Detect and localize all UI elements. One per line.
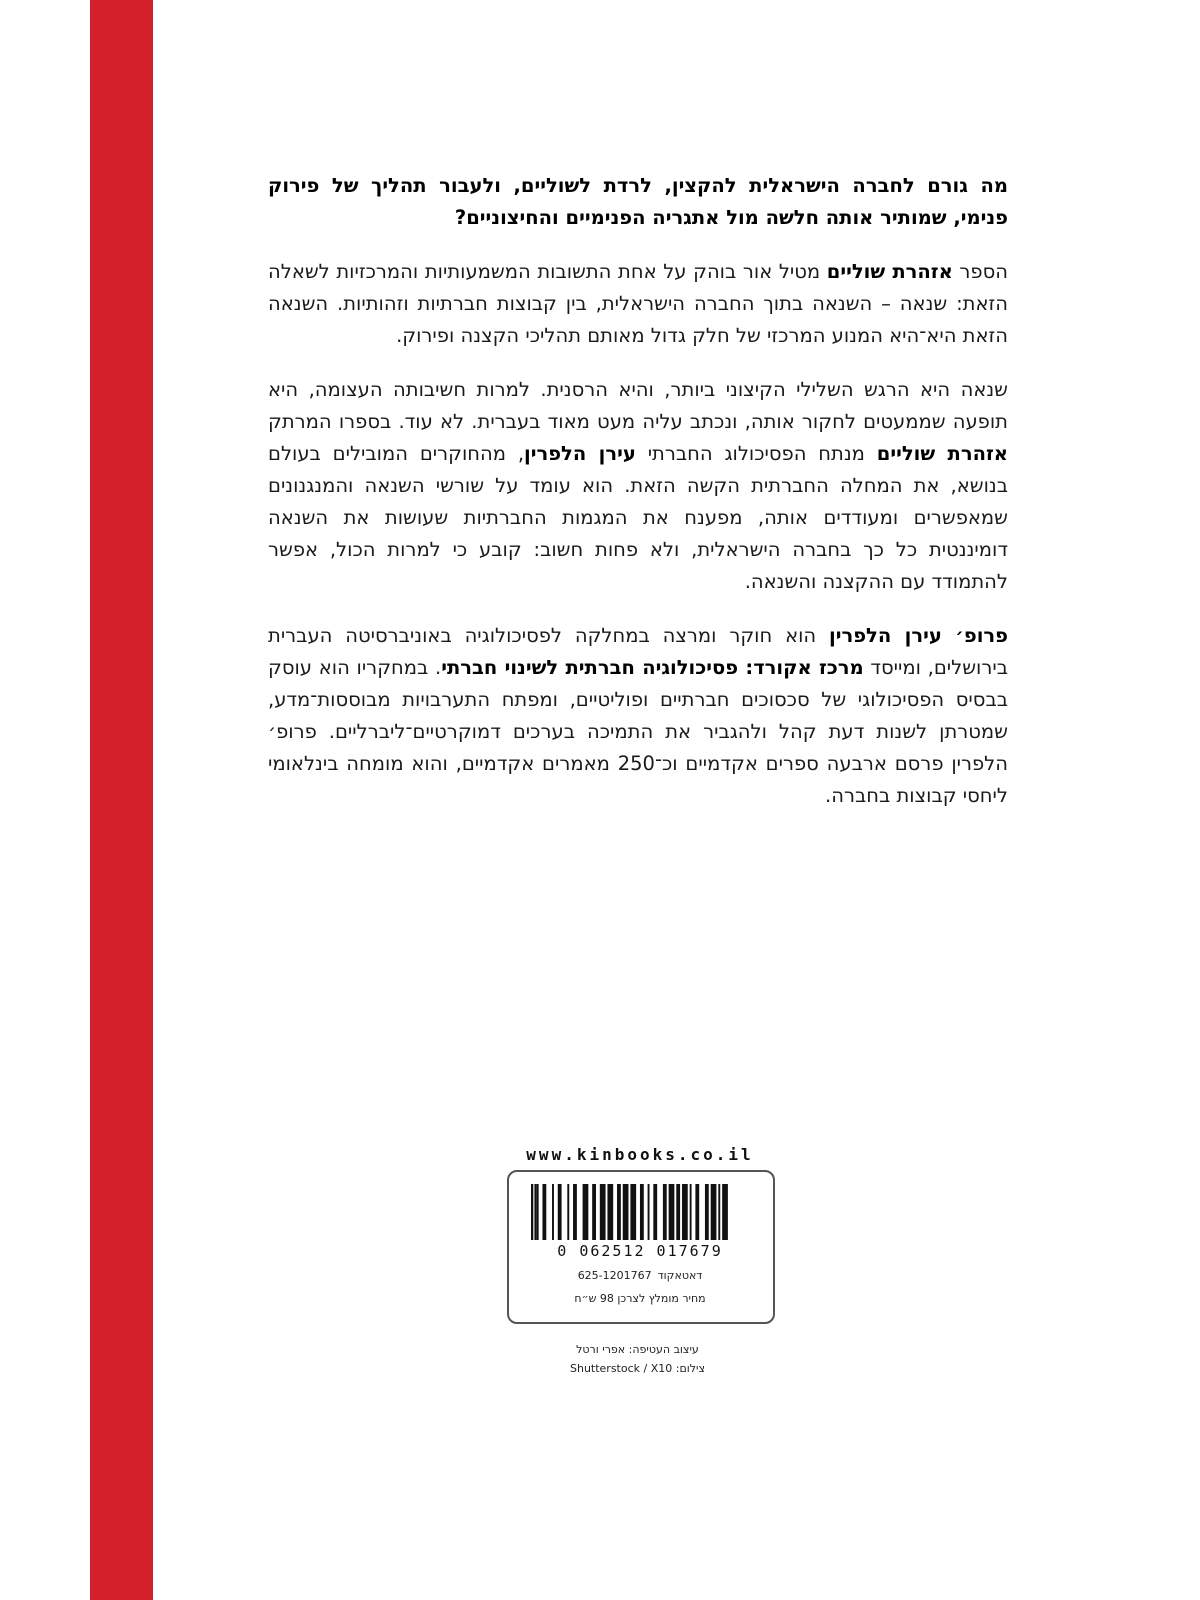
p2-part2: מטיל אור בוהק על אחת התשובות המשמעותיות והמרכזיות לשאלה הזאת: שנאה – השנאה בתוך החברה הישראלית, בין קבוצות חברתיות וזהותיות. השנאה הזאת היא־היא המנוע המרכזי של חלק גדול מאותם תהליכי הקצנה ופירוק. (268, 260, 1008, 347)
intro-paragraph: מה גורם לחברה הישראלית להקצין, לרדת לשוליים, ולעבור תהליך של פירוק פנימי, שמותיר אותה חלשה מול אתגריה הפנימיים והחיצוניים? (268, 174, 1008, 229)
barcode-bar (583, 1184, 589, 1240)
barcode-bar (573, 1184, 577, 1240)
barcode-bar (567, 1184, 569, 1240)
publisher-website: www.kinbooks.co.il (526, 1145, 754, 1164)
p2-part1: הספר (952, 260, 1009, 283)
author-title-bold: פרופ׳ עירן הלפרין (829, 624, 1008, 647)
p3-part2: מנתח הפסיכולוג החברתי (635, 442, 877, 465)
barcode-bar (531, 1184, 533, 1240)
barcode-bar (542, 1184, 546, 1240)
barcode-bar (669, 1184, 675, 1240)
barcode-bar (617, 1184, 621, 1240)
datacode-row (519, 1269, 761, 1282)
barcode-bar (600, 1184, 606, 1240)
photo-credit: צילום: Shutterstock / X10 (569, 1362, 705, 1375)
barcode-bar (552, 1184, 554, 1240)
barcode-bar (558, 1184, 562, 1240)
barcode-bars (531, 1184, 747, 1240)
barcode-bar (663, 1184, 667, 1240)
barcode-bar (690, 1184, 692, 1240)
barcode-bar (592, 1184, 596, 1240)
p3-part1: שנאה היא הרגש השלילי הקיצוני ביותר, והיא הרסנית. למרות חשיבותה העצומה, היא תופעה שממעטים לחקור אותה, ונכתב עליה מעט מאוד בעברית. לא עוד. בספרו המרתק (268, 378, 1008, 433)
barcode-bar (623, 1184, 629, 1240)
datacode-label: דאטאקוד (657, 1269, 703, 1282)
barcode-digits: 0 062512 017679 (557, 1242, 723, 1260)
barcode-bar (640, 1184, 644, 1240)
barcode-bar (648, 1184, 650, 1240)
author-name-bold: עירן הלפרין (524, 442, 636, 465)
design-credit: עיצוב העטיפה: אפרי ורטל (576, 1343, 699, 1356)
barcode-bar (682, 1184, 688, 1240)
barcode-bar (705, 1184, 709, 1240)
barcode-bar (630, 1184, 636, 1240)
price-text: מחיר מומלץ לצרכן 98 ש״ח (574, 1292, 706, 1305)
barcode-bar (537, 1184, 539, 1240)
barcode-bar (653, 1184, 657, 1240)
barcode-box (507, 1170, 775, 1324)
barcode-bar (722, 1184, 728, 1240)
paragraph-book-description (268, 256, 1008, 352)
barcode-bar (718, 1184, 720, 1240)
p3-part3: , מהחוקרים המובילים בעולם בנושא, את המחלה החברתית הקשה הזאת. הוא עומד על שורשי השנאה והמנגנונים שמאפשרים ומעודדים אותה, מפענח את המגמות החברתיות שעושות את השנאה דומיננטית כל כך בחברה הישראלית, ולא פחות חשוב: קובע כי למרות הכול, אפשר להתמודד עם ההקצנה והשנאה. (268, 442, 1008, 593)
book-title-bold: אזהרת שוליים (826, 260, 953, 283)
barcode-bar (534, 1184, 536, 1240)
p4-part2: . במחקריו הוא עוסק בבסיס הפסיכולוגי של סכסוכים חברתיים ופוליטיים, ומפתח התערבויות מבוססות־מדע, שמטרתן לשנות דעת קהל ולהגביר את התמיכה בערכים דמוקרטיים־ליברליים. פרופ׳ הלפרין פרסם ארבעה ספרים אקדמיים וכ־250 מאמרים אקדמיים, והוא מומחה בינלאומי ליחסי קבוצות בחברה. (268, 656, 1008, 807)
barcode-bar (676, 1184, 680, 1240)
datacode-value: 625-1201767 (577, 1269, 652, 1282)
book-title-bold-2: אזהרת שוליים (876, 442, 1008, 465)
center-name-bold: מרכז אקורד: פסיכולוגיה חברתית לשינוי חברתי (441, 656, 864, 679)
paragraph-hatred (268, 374, 1008, 598)
cover-credits (520, 1340, 755, 1378)
barcode-bar (695, 1184, 699, 1240)
p4-part1: הוא חוקר ומרצה במחלקה לפסיכולוגיה באוניברסיטה העברית בירושלים, ומייסד (268, 624, 1009, 679)
red-spine-strip (90, 0, 153, 1600)
paragraph-author-bio (268, 620, 1008, 812)
barcode-bar (607, 1184, 613, 1240)
barcode-bar (711, 1184, 717, 1240)
back-cover-text (268, 170, 1008, 834)
